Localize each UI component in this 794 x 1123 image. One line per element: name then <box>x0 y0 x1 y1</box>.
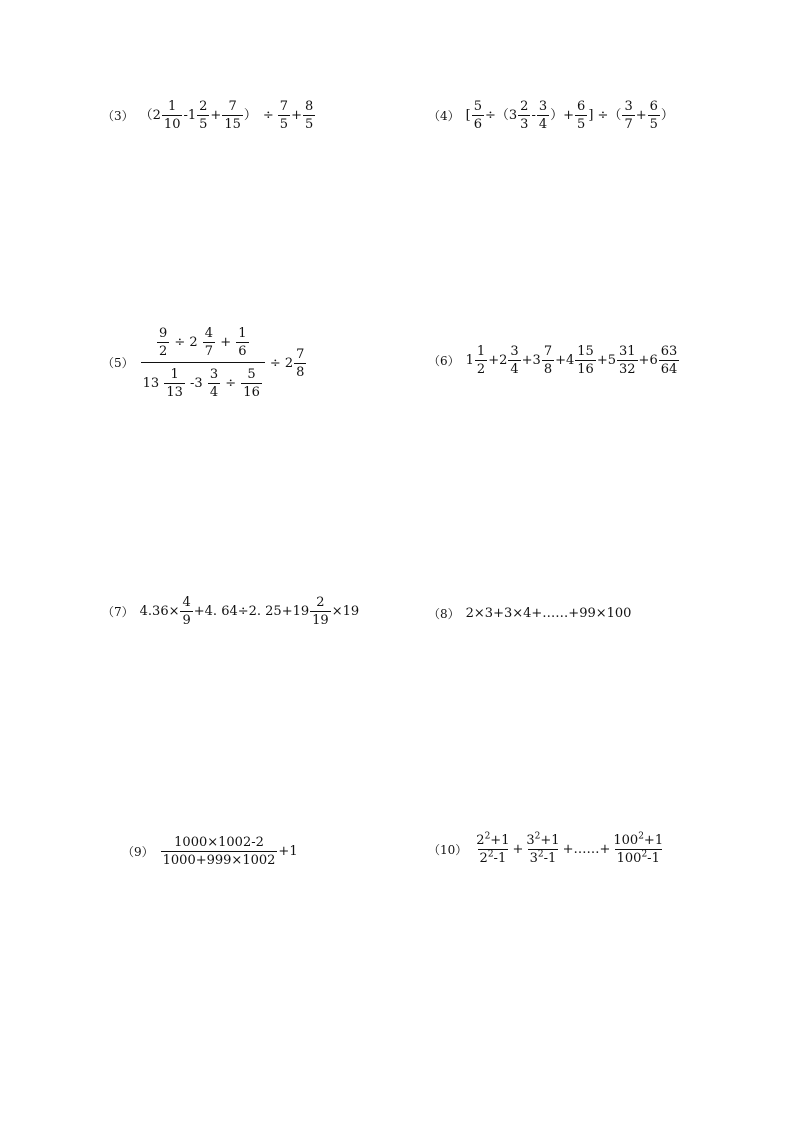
expr-text: +4 <box>555 353 575 368</box>
fraction: $\frac{3^2+1}{3^2-1}$ <box>526 831 560 866</box>
expr-text: ）+ <box>550 108 575 123</box>
fraction: $\frac{31}{32}$ <box>619 344 636 377</box>
expr-text: ÷ 2 <box>174 335 198 350</box>
fraction: $\frac{1}{2}$ <box>476 344 486 377</box>
expr-text: 4.36× <box>139 604 180 619</box>
fraction: $\frac{3}{4}$ <box>538 99 548 132</box>
expr-text: -1 <box>183 108 197 123</box>
fraction: $\frac{8}{5}$ <box>304 99 314 132</box>
expr-text: ） <box>660 108 674 123</box>
problem-label: （8） <box>428 606 460 621</box>
problem-label: （5） <box>102 356 134 370</box>
fraction: $\frac{7}{8}$ <box>543 344 553 377</box>
problem-6 <box>428 345 680 376</box>
expr-text: + <box>635 108 647 123</box>
fraction: $\frac{3}{4}$ <box>510 344 519 377</box>
expr-text: + <box>220 335 232 350</box>
fraction: $\frac{5}{6}$ <box>473 99 482 132</box>
fraction: $\frac{63}{64}$ <box>660 344 678 377</box>
fraction: $\frac{4}{7}$ <box>204 326 214 359</box>
expr-text: ×19 <box>331 604 360 619</box>
fraction: $\frac{100^2+1}{100^2-1}$ <box>613 831 664 866</box>
problem-5 <box>102 327 307 399</box>
expr-text: 13 <box>142 376 160 391</box>
expr-text: （2 <box>139 108 161 123</box>
expr-text: 1 <box>465 353 474 368</box>
fraction: $\frac{2}{3}$ <box>520 99 529 132</box>
complex-denominator <box>141 362 265 399</box>
expr-text: ÷ <box>225 376 237 391</box>
problem-label: （6） <box>428 353 460 368</box>
fraction: $\frac{3}{4}$ <box>209 367 219 400</box>
expr-text: -3 <box>190 376 203 391</box>
fraction: $\frac{5}{16}$ <box>243 367 260 400</box>
complex-fraction <box>141 327 265 399</box>
expr-text: +6 <box>638 353 658 368</box>
complex-numerator <box>154 327 252 362</box>
fraction: $\frac{7}{8}$ <box>296 346 305 380</box>
fraction: $\frac{7}{5}$ <box>279 99 289 132</box>
expr-text: +5 <box>596 353 616 368</box>
expr-text: + <box>512 842 524 857</box>
fraction: $\frac{1}{10}$ <box>163 99 181 132</box>
expr-text: +……+ <box>562 842 611 857</box>
problem-4 <box>428 100 674 131</box>
fraction: $\frac{2}{19}$ <box>312 595 329 628</box>
expr-text: +1 <box>278 844 298 859</box>
fraction: $\frac{2^2+1}{2^2-1}$ <box>476 831 510 866</box>
fraction: $\frac{4}{9}$ <box>182 595 191 628</box>
fraction: $\frac{6}{5}$ <box>649 99 658 132</box>
fraction: $\frac{1000\times 1002-2}{1000+999\times 1002}$ <box>162 835 276 868</box>
fraction: $\frac{3}{7}$ <box>624 99 633 132</box>
fraction: $\frac{6}{5}$ <box>577 99 586 132</box>
expr-text: 2×3+3×4+……+99×100 <box>465 606 632 621</box>
problem-9 <box>122 836 298 867</box>
expr-text: ÷（3 <box>485 108 518 123</box>
expr-text: + <box>291 108 302 123</box>
fraction: $\frac{2}{5}$ <box>199 99 208 132</box>
expr-text: [ <box>465 108 471 123</box>
fraction: $\frac{1}{13}$ <box>166 367 183 400</box>
problem-10 <box>428 831 666 866</box>
fraction: $\frac{7}{15}$ <box>224 99 241 132</box>
problem-7 <box>102 596 359 627</box>
expr-text: ） <box>243 108 257 123</box>
expr-text: ] ÷（ <box>588 108 622 123</box>
expr-text: +2 <box>488 353 508 368</box>
problem-8 <box>428 607 631 620</box>
problem-label: （7） <box>102 604 134 619</box>
expr-text: ÷ <box>262 108 274 123</box>
expr-text: + <box>210 108 222 123</box>
fraction: $\frac{15}{16}$ <box>577 344 594 377</box>
problem-label: （10） <box>428 842 468 857</box>
problem-label: （9） <box>122 844 154 859</box>
fraction: $\frac{9}{2}$ <box>158 326 168 359</box>
fraction: $\frac{1}{6}$ <box>238 326 247 359</box>
expr-text: +3 <box>521 353 541 368</box>
expr-text: +4. 64÷2. 25+19 <box>193 604 310 619</box>
expr-text: - <box>531 108 536 123</box>
problem-label: （4） <box>428 108 460 123</box>
expr-text: ÷ 2 <box>269 355 294 371</box>
problem-label: （3） <box>102 108 134 123</box>
problem-3 <box>102 100 316 131</box>
